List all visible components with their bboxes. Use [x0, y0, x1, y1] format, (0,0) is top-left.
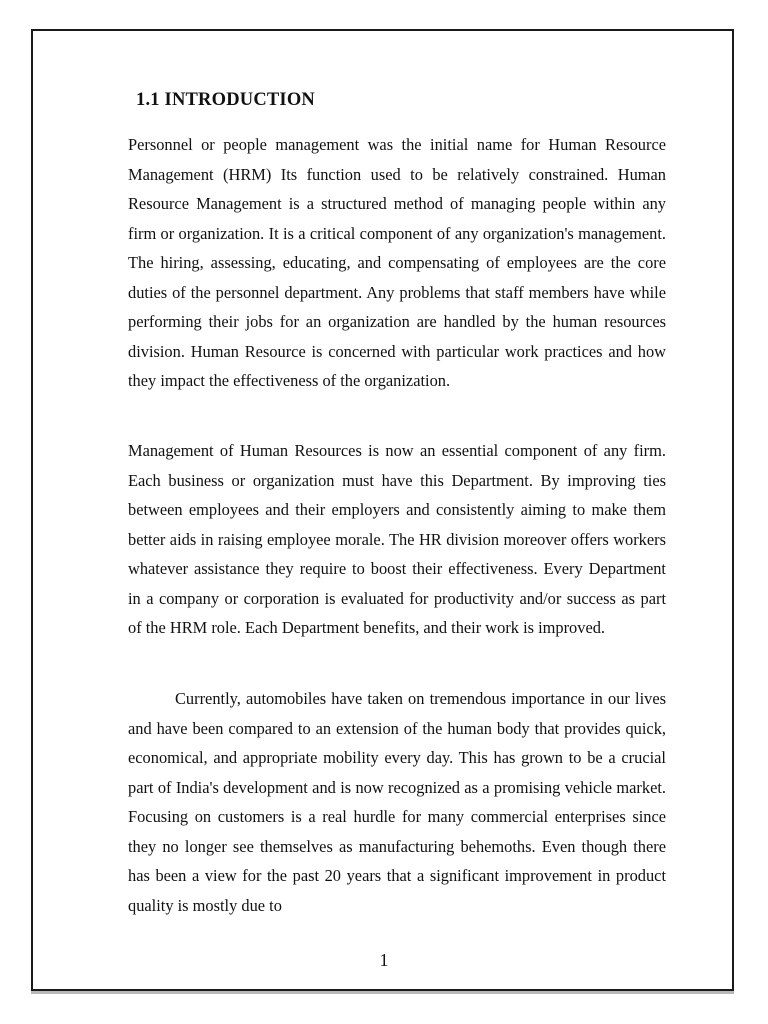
- paragraph-2: Management of Human Resources is now an essential component of any firm. Each business or organization must have this Department. By improving ties between employees and their employers and consistently aiming to make them better aids in raising employee morale. The HR division moreover offers workers whatever assistance they require to boost their effectiveness. Every Department in a company or corporation is evaluated for productivity and/or success as part of the HRM role. Each Department benefits, and their work is improved.: [128, 441, 666, 637]
- page-number: 1: [379, 950, 389, 970]
- paragraph-1: Personnel or people management was the initial name for Human Resource Management (HRM) Its function used to be relatively constrained. Human Resource Management is a structured method of managing people within any firm or organization. It is a critical component of any organization's management. The hiring, assessing, educating, and compensating of employees are the core duties of the personnel department. Any problems that staff members have while performing their jobs for an organization are handled by the human resources division. Human Resource is concerned with particular work practices and how they impact the effectiveness of the organization.: [128, 135, 666, 390]
- section-heading: 1.1 INTRODUCTION: [136, 90, 315, 110]
- paragraph-3: Currently, automobiles have taken on tremendous importance in our lives and have been compared to an extension of the human body that provides quick, economical, and appropriate mobility every day. This has grown to be a crucial part of India's development and is now recognized as a promising vehicle market. Focusing on customers is a real hurdle for many commercial enterprises since they no longer see themselves as manufacturing behemoths. Even though there has been a view for the past 20 years that a significant improvement in product quality is mostly due to: [128, 689, 666, 915]
